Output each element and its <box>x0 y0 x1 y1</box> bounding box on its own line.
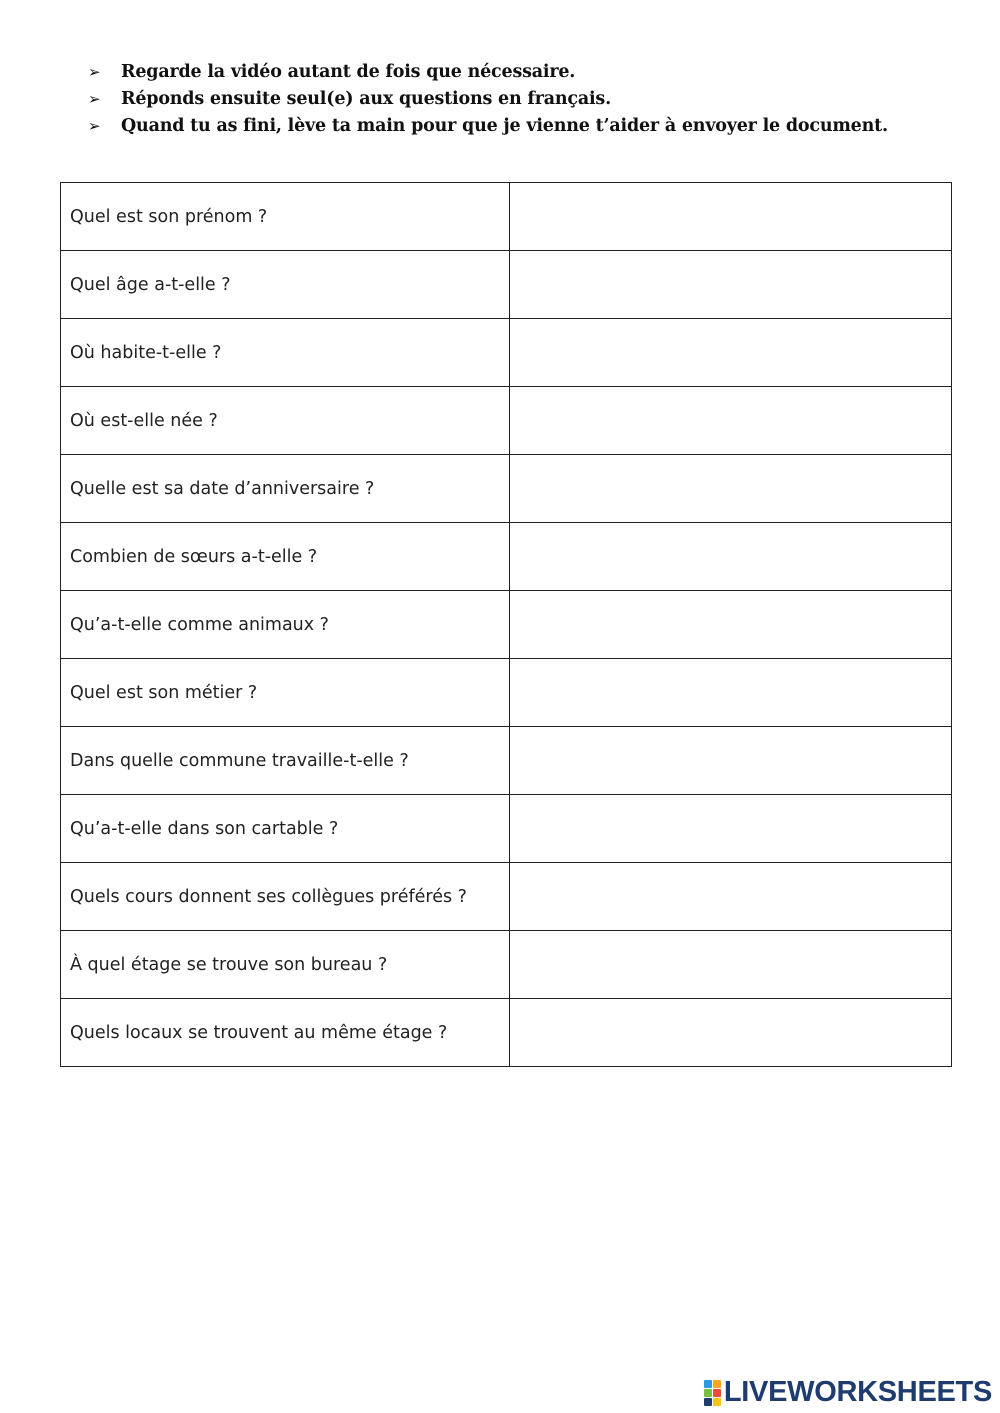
answer-field[interactable] <box>510 183 952 251</box>
arrow-bullet-icon: ➢ <box>88 62 101 81</box>
logo-block <box>704 1398 712 1406</box>
brand-watermark <box>704 1378 992 1407</box>
questions-table-body <box>61 183 952 1067</box>
table-row <box>61 863 952 931</box>
instruction-item <box>88 112 888 139</box>
table-row <box>61 319 952 387</box>
logo-block <box>713 1398 721 1406</box>
answer-field[interactable] <box>510 659 952 727</box>
table-row <box>61 455 952 523</box>
question-cell: Quelle est sa date d’anniversaire ? <box>61 455 510 523</box>
instruction-item <box>88 58 888 85</box>
question-cell: Quel âge a-t-elle ? <box>61 251 510 319</box>
table-row <box>61 523 952 591</box>
brand-name: LIVEWORKSHEETS <box>723 1376 992 1408</box>
liveworksheets-logo-icon <box>704 1380 721 1406</box>
logo-block <box>704 1380 712 1388</box>
answer-field[interactable] <box>510 387 952 455</box>
table-row <box>61 387 952 455</box>
question-cell: Quels locaux se trouvent au même étage ? <box>61 999 510 1067</box>
table-row <box>61 183 952 251</box>
table-row <box>61 999 952 1067</box>
question-cell: Qu’a-t-elle dans son cartable ? <box>61 795 510 863</box>
question-cell: Quel est son prénom ? <box>61 183 510 251</box>
question-cell: Quel est son métier ? <box>61 659 510 727</box>
answer-field[interactable] <box>510 319 952 387</box>
arrow-bullet-icon: ➢ <box>88 89 101 108</box>
answer-field[interactable] <box>510 795 952 863</box>
instruction-text: Réponds ensuite seul(e) aux questions en français. <box>121 88 611 109</box>
table-row <box>61 591 952 659</box>
answer-field[interactable] <box>510 863 952 931</box>
question-cell: Quels cours donnent ses collègues préférés ? <box>61 863 510 931</box>
answer-field[interactable] <box>510 727 952 795</box>
question-cell: Qu’a-t-elle comme animaux ? <box>61 591 510 659</box>
instruction-item <box>88 85 888 112</box>
instruction-text: Quand tu as fini, lève ta main pour que je vienne t’aider à envoyer le document. <box>121 115 888 136</box>
logo-block <box>713 1380 721 1388</box>
instruction-text: Regarde la vidéo autant de fois que nécessaire. <box>121 61 576 82</box>
questions-table <box>60 182 952 1067</box>
answer-field[interactable] <box>510 523 952 591</box>
table-row <box>61 931 952 999</box>
table-row <box>61 659 952 727</box>
answer-field[interactable] <box>510 999 952 1067</box>
answer-field[interactable] <box>510 455 952 523</box>
logo-block <box>704 1389 712 1397</box>
question-cell: Combien de sœurs a-t-elle ? <box>61 523 510 591</box>
question-cell: Où habite-t-elle ? <box>61 319 510 387</box>
table-row <box>61 727 952 795</box>
table-row <box>61 795 952 863</box>
logo-block <box>713 1389 721 1397</box>
answer-field[interactable] <box>510 591 952 659</box>
answer-field[interactable] <box>510 931 952 999</box>
instructions-list <box>88 58 888 139</box>
answer-field[interactable] <box>510 251 952 319</box>
question-cell: À quel étage se trouve son bureau ? <box>61 931 510 999</box>
table-row <box>61 251 952 319</box>
arrow-bullet-icon: ➢ <box>88 116 101 135</box>
question-cell: Où est-elle née ? <box>61 387 510 455</box>
question-cell: Dans quelle commune travaille-t-elle ? <box>61 727 510 795</box>
